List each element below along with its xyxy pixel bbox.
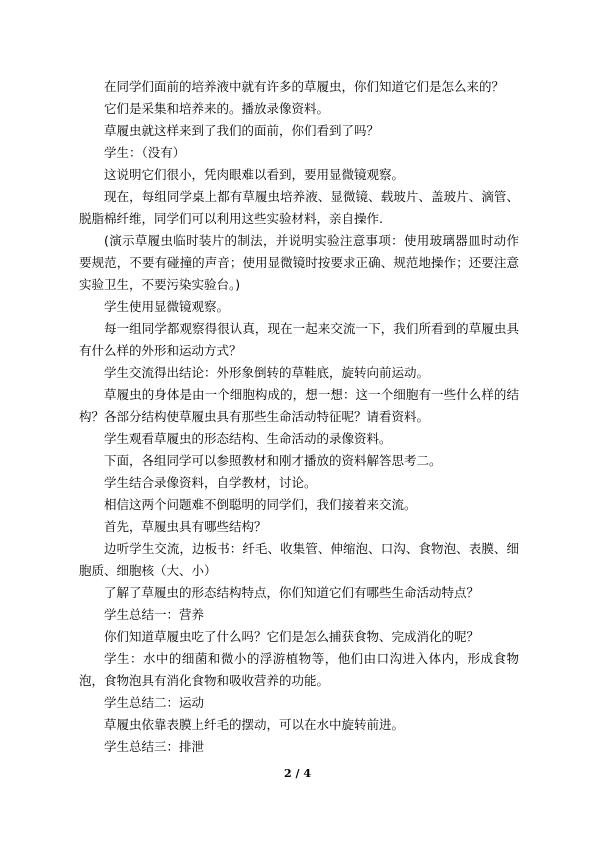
paragraph: 边听学生交流，边板书：纤毛、收集管、伸缩泡、口沟、食物泡、表膜、细胞质、细胞核（大、小） [79,541,519,578]
paragraph: 学生交流得出结论：外形象倒转的草鞋底，旋转向前运动。 [104,365,430,380]
paragraph: 在同学们面前的培养液中就有许多的草履虫，你们知道它们是怎么来的？ [104,79,505,94]
paragraph: 学生结合录像资料，自学教材，讨论。 [104,475,317,490]
paragraph: 学生总结二：运动 [104,695,205,710]
page-number: 2 / 4 [284,767,311,780]
paragraph: 现在，每组同学桌上都有草履虫培养液、显微镜、载玻片、盖玻片、滴管、脱脂棉纤维，同学们可以利用这些实验材料，亲自操作. [79,189,519,226]
paragraph: 草履虫的身体是由一个细胞构成的，想一想：这一个细胞有一些什么样的结构？各部分结构使草履虫具有那些生命活动特征呢？请看资料。 [79,387,519,424]
paragraph: 它们是采集和培养来的。播放录像资料。 [104,101,330,116]
document-body [79,76,519,758]
paragraph: 了解了草履虫的形态结构特点，你们知道它们有哪些生命活动特点？ [104,585,480,600]
paragraph: 每一组同学都观察得很认真，现在一起来交流一下，我们所看到的草履虫具有什么样的外形和运动方式？ [79,321,519,358]
paragraph: 首先，草履虫具有哪些结构？ [104,519,267,534]
paragraph: 学生总结三：排泄 [104,739,205,754]
paragraph: 相信这两个问题难不倒聪明的同学们，我们接着来交流。 [104,497,417,512]
paragraph: 学生观看草履虫的形态结构、生命活动的录像资料。 [104,431,392,446]
paragraph: 学生总结一：营养 [104,607,205,622]
paragraph: 你们知道草履虫吃了什么吗？它们是怎么捕获食物、完成消化的呢？ [104,629,480,644]
paragraph: 草履虫依靠表膜上纤毛的摆动，可以在水中旋转前进。 [104,717,405,732]
paragraph: 这说明它们很小，凭肉眼难以看到，要用显微镜观察。 [104,167,405,182]
paragraph: 学生：水中的细菌和微小的浮游植物等，他们由口沟进入体内，形成食物泡，食物泡具有消化食物和吸收营养的功能。 [79,651,519,688]
paragraph: 草履虫就这样来到了我们的面前，你们看到了吗？ [104,123,380,138]
paragraph: 学生使用显微镜观察。 [104,299,230,314]
paragraph: (演示草履虫临时装片的制法，并说明实验注意事项：使用玻璃器皿时动作要规范，不要有碰撞的声音；使用显微镜时按要求正确、规范地操作；还要注意实验卫生，不要污染实验台。) [79,233,519,292]
paragraph: 下面，各组同学可以参照教材和刚才播放的资料解答思考二。 [104,453,442,468]
paragraph: 学生：（没有） [104,145,186,160]
